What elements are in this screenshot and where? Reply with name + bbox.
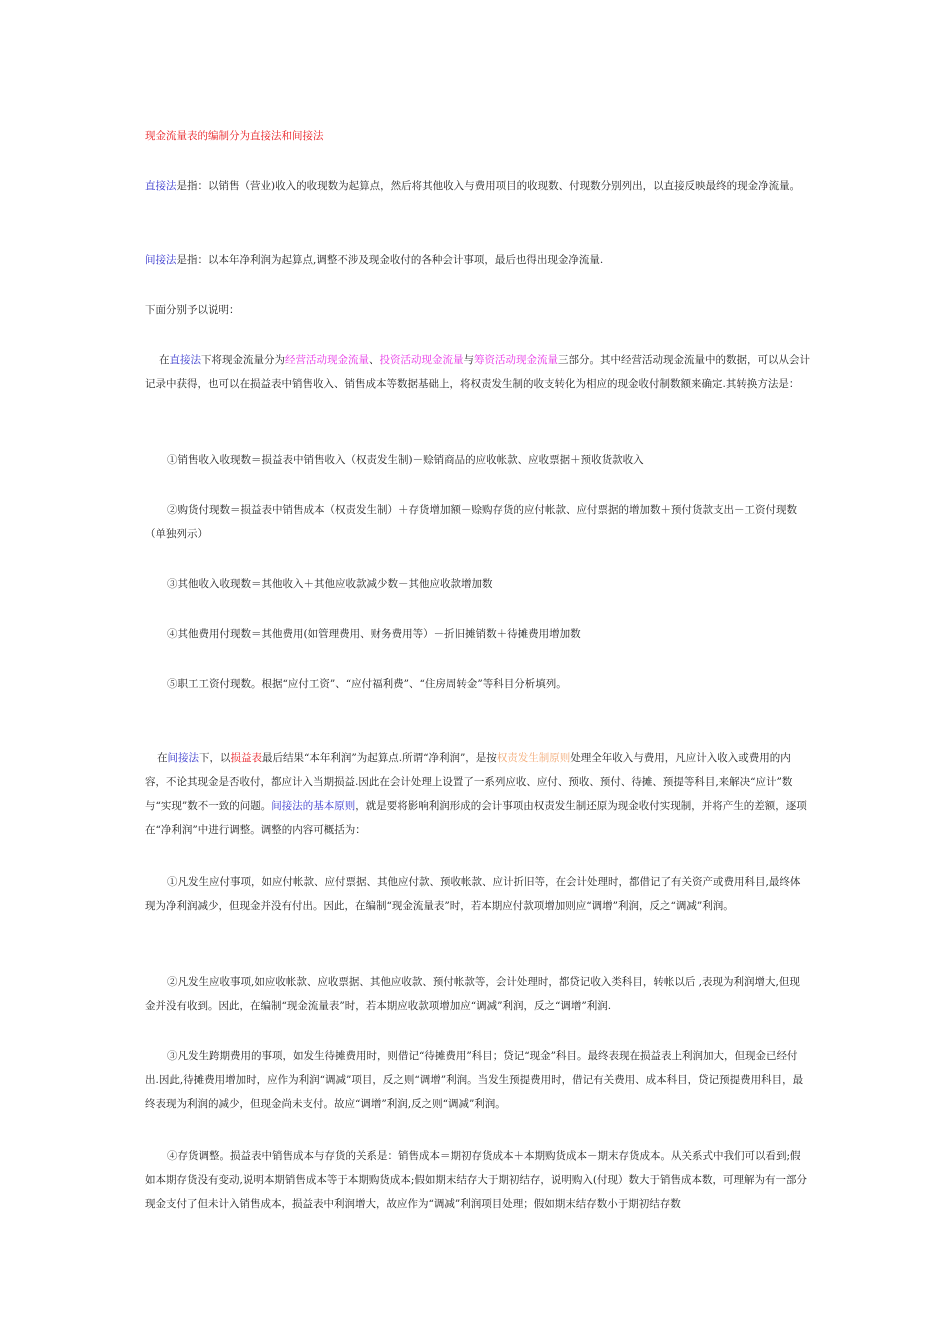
adjustment-item-4: ④存货调整。损益表中销售成本与存货的关系是：销售成本＝期初存货成本＋本期购货成本－期末存货成本。从关系式中我们可以看到;假如本期存货没有变动,说明本期销售成本等于本期购货成本;假如期末结存大于期初结存，说明购入(付现）数大于销售成本数，可理解为有一部分现金支付了但未计入销售成本，损益表中利润增大，故应作为“调减”利润项目处理；假如期末结存数小于期初结存数 <box>145 1150 807 1210</box>
paragraph-direct-method-detail <box>145 348 810 396</box>
term-direct-method-link: 直接法 <box>169 354 201 366</box>
formula-item-5: ⑤职工工资付现数。根据“应付工资”、“应付福利费”、“住房周转金”等科目分析填列。 <box>167 678 567 690</box>
adjustment-item-1: ①凡发生应付事项，如应付帐款、应付票据、其他应付款、预收帐款、应计折旧等，在会计处理时，都借记了有关资产或费用科目,最终体现为净利润减少，但现金并没有付出。因此，在编制“现金流量表”时，若本期应付款项增加则应“调增”利润，反之“调减”利润。 <box>145 876 801 912</box>
direct-method-text: 是指：以销售（营业)收入的收现数为起算点，然后将其他收入与费用项目的收现数、付现数分别列出，以直接反映最终的现金净流量。 <box>176 180 801 192</box>
text-segment: 处理全年收入与费用，凡应计入收入或费用的内容，不论其现金是否收付，都应计入当期损益.因此在会计处理上设置了一系列应收、应付、预收、预付、待摊、预提等科目,来解决“应计”数与“实现”数不一致的问题。 <box>145 752 793 812</box>
formula-item-2: ②购货付现数＝损益表中销售成本（权责发生制）＋存货增加额－赊购存货的应付帐款、应付票据的增加数＋预付货款支出－工资付现数（单独列示） <box>145 504 797 540</box>
term-financing-cash-flow: 筹资活动现金流量 <box>474 354 558 366</box>
term-income-statement: 损益表 <box>230 752 262 764</box>
document-title: 现金流量表的编制分为直接法和间接法 <box>145 130 324 142</box>
paragraph-intro: 下面分别予以说明： <box>145 304 240 316</box>
text-segment: 、 <box>369 354 380 366</box>
term-investing-cash-flow: 投资活动现金流量 <box>379 354 464 366</box>
text-segment: 在 <box>157 752 168 764</box>
paragraph-indirect-method-definition <box>145 248 810 272</box>
adjustment-item-3: ③凡发生跨期费用的事项，如发生待摊费用时，则借记“待摊费用”科目；贷记“现金”科目。最终表现在损益表上利润加大，但现金已经付出.因此,待摊费用增加时，应作为利润“调减”项目，反之则“调增”利润。当发生预提费用时，借记有关费用、成本科目，贷记预提费用科目，最终表现为利润的减少，但现金尚未支付。故应“调增”利润,反之则“调减”利润。 <box>145 1050 804 1110</box>
text-segment: 下将现金流量分为 <box>201 354 285 366</box>
formula-item-3: ③其他收入收现数＝其他收入＋其他应收款减少数－其他应收款增加数 <box>167 578 493 590</box>
term-accrual-principle: 权责发生制原则 <box>496 752 571 764</box>
text-segment: 下，以 <box>199 752 231 764</box>
text-segment: 与 <box>463 354 474 366</box>
text-segment: 最后结果“本年利润”为起算点.所谓“净利润”，是按 <box>262 752 497 764</box>
term-indirect-method-link: 间接法 <box>167 752 199 764</box>
text-segment: 三部分。其中经营活动现金流量中的数据，可以从会计记录中获得，也可以在损益表中销售收入、销售成本等数据基础上，将权责发生制的收支转化为相应的现金收付制数额来确定.其转换方法是： <box>145 354 810 390</box>
indirect-method-text: 是指：以本年净利润为起算点,调整不涉及现金收付的各种会计事项，最后也得出现金净流量. <box>176 254 604 266</box>
text-segment: 在 <box>159 354 170 366</box>
formula-item-1: ①销售收入收现数＝损益表中销售收入（权责发生制)－赊销商品的应收帐款、应收票据＋预收货款收入 <box>167 454 644 466</box>
term-indirect-method: 间接法 <box>145 254 177 266</box>
text-segment: ，就是要将影响利润形成的会计事项由权责发生制还原为现金收付实现制，并将产生的差额，逐项在“净利润”中进行调整。调整的内容可概括为： <box>145 800 807 836</box>
term-operating-cash-flow: 经营活动现金流量 <box>285 354 369 366</box>
adjustment-item-2: ②凡发生应收事项,如应收帐款、应收票据、其他应收款、预付帐款等，会计处理时，都贷记收入类科目，转帐以后 ,表现为利润增大,但现金并没有收到。因此，在编制“现金流量表”时，若本期应收款项增加应“调减”利润，反之“调增”利润. <box>145 976 800 1012</box>
paragraph-indirect-method-detail <box>145 746 810 842</box>
term-direct-method: 直接法 <box>145 180 177 192</box>
paragraph-direct-method-definition <box>145 174 810 198</box>
formula-item-4: ④其他费用付现数＝其他费用(如管理费用、财务费用等）－折旧摊销数＋待摊费用增加数 <box>167 628 581 640</box>
term-indirect-basic-principle: 间接法的基本原则 <box>271 800 356 812</box>
